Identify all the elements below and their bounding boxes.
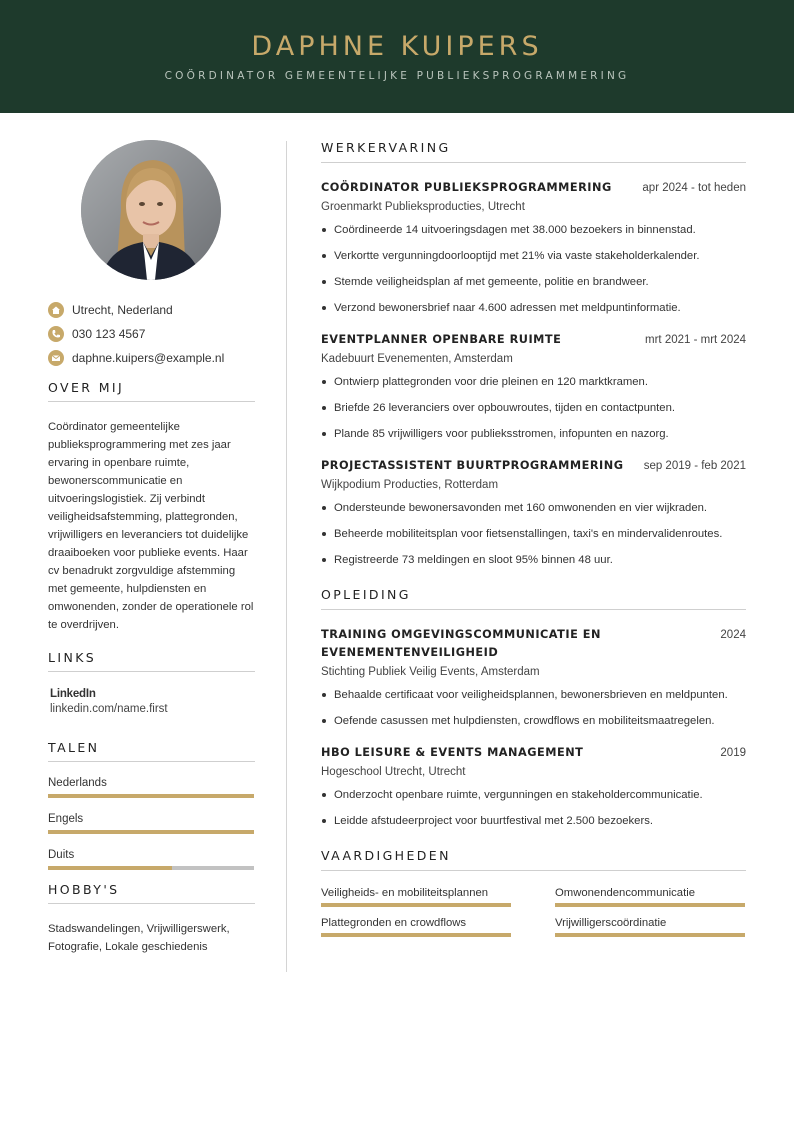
language-name: Engels <box>48 813 84 825</box>
job-entry <box>321 457 746 573</box>
column-divider <box>286 141 287 972</box>
bullet-item: Leidde afstudeerproject voor buurtfestival met 2.500 bezoekers. <box>321 808 746 834</box>
bullet-item: Plande 85 vrijwilligers voor publieksstromen, infopunten en nazorg. <box>321 421 746 447</box>
bullet-item: Stemde veiligheidsplan af met gemeente, politie en brandweer. <box>321 269 746 295</box>
education-entry <box>321 744 746 834</box>
home-icon <box>48 302 64 318</box>
bullet-item: Beheerde mobiliteitsplan voor fietsenstallingen, taxi's en mindervalidenroutes. <box>321 521 746 547</box>
profile-photo <box>81 140 221 280</box>
contact-email <box>48 346 255 370</box>
contact-location <box>48 298 255 322</box>
job-organization: Wijkpodium Producties, Rotterdam <box>321 479 499 491</box>
language-level-fill <box>48 830 254 834</box>
contact-phone-text: 030 123 4567 <box>72 327 146 341</box>
bullet-item: Ondersteunde bewonersavonden met 160 omwonenden en vier wijkraden. <box>321 495 746 521</box>
education-date: 2024 <box>720 629 746 641</box>
bullet-item: Registreerde 73 meldingen en sloot 95% binnen 48 uur. <box>321 547 746 573</box>
links-heading: LINKS <box>48 650 255 672</box>
skill-name: Vrijwilligerscoördinatie <box>555 917 667 929</box>
about-heading: OVER MIJ <box>48 380 255 402</box>
language-item <box>48 813 255 834</box>
skills-grid <box>321 887 746 937</box>
language-item <box>48 777 255 798</box>
hobbies-text: Stadswandelingen, Vrijwilligerswerk, Fotografie, Lokale geschiedenis <box>48 923 230 953</box>
experience-heading: WERKERVARING <box>321 140 746 163</box>
skill-item <box>321 887 511 907</box>
contact-phone <box>48 322 255 346</box>
job-date: apr 2024 - tot heden <box>642 182 746 194</box>
job-date: mrt 2021 - mrt 2024 <box>645 334 746 346</box>
job-entry <box>321 331 746 447</box>
language-name: Nederlands <box>48 777 107 789</box>
about-section <box>48 380 255 634</box>
education-entry <box>321 626 746 734</box>
mail-icon <box>48 350 64 366</box>
job-entry <box>321 179 746 321</box>
languages-heading: TALEN <box>48 740 255 762</box>
link-url-linkedin[interactable]: linkedin.com/name.first <box>50 703 168 715</box>
contact-email-text[interactable]: daphne.kuipers@example.nl <box>72 351 225 365</box>
language-level-bar <box>48 794 254 798</box>
language-name: Duits <box>48 849 75 861</box>
job-bullets <box>321 495 746 573</box>
job-bullets <box>321 217 746 321</box>
hobbies-heading: HOBBY'S <box>48 882 255 904</box>
skill-name: Omwonendencommunicatie <box>555 887 696 899</box>
job-organization: Groenmarkt Publieksproducties, Utrecht <box>321 201 525 213</box>
job-title: COÖRDINATOR PUBLIEKSPROGRAMMERING <box>321 181 612 194</box>
language-level-bar <box>48 866 254 870</box>
languages-section <box>48 740 255 870</box>
skill-item <box>555 887 745 907</box>
skill-name: Veiligheids- en mobiliteitsplannen <box>321 887 489 899</box>
skill-bar <box>321 933 511 937</box>
education-bullets <box>321 682 746 734</box>
education-date: 2019 <box>720 747 746 759</box>
link-label-linkedin: LinkedIn <box>50 688 96 700</box>
education-title: TRAINING OMGEVINGSCOMMUNICATIE EN EVENEMENTENVEILIGHEID <box>321 628 601 659</box>
skill-name: Plattegronden en crowdflows <box>321 917 467 929</box>
about-text: Coördinator gemeentelijke publieksprogrammering met zes jaar ervaring in openbare ruimte, bewonerscommunicatie en uitvoeringslogistiek. Zij verbindt veiligheidsafstemming, plattegronden, vrijwilligers en leveranciers tot duidelijke draaiboeken voor publieke events. Haar cv benadrukt zorgvuldige afstemming met gemeente, hulpdiensten en omwonenden, zonder de operationele rol te overdrijven. <box>48 421 254 631</box>
skill-bar <box>555 903 745 907</box>
main-content <box>321 140 746 937</box>
language-item <box>48 849 255 870</box>
job-date: sep 2019 - feb 2021 <box>643 460 746 472</box>
job-bullets <box>321 369 746 447</box>
education-heading: OPLEIDING <box>321 587 746 610</box>
job-subtitle: COÖRDINATOR GEMEENTELIJKE PUBLIEKSPROGRAMMERING <box>164 70 630 82</box>
bullet-item: Onderzocht openbare ruimte, vergunningen en stakeholdercommunicatie. <box>321 782 746 808</box>
skill-bar <box>555 933 745 937</box>
job-title: EVENTPLANNER OPENBARE RUIMTE <box>321 333 562 346</box>
skill-item <box>321 917 511 937</box>
skill-item <box>555 917 745 937</box>
education-institution: Hogeschool Utrecht, Utrecht <box>321 766 466 778</box>
contact-list <box>48 298 255 370</box>
language-level-fill <box>48 794 254 798</box>
bullet-item: Coördineerde 14 uitvoeringsdagen met 38.000 bezoekers in binnenstad. <box>321 217 746 243</box>
job-title: PROJECTASSISTENT BUURTPROGRAMMERING <box>321 459 624 472</box>
skill-bar <box>321 903 511 907</box>
bullet-item: Behaalde certificaat voor veiligheidsplannen, bewonersbrieven en meldpunten. <box>321 682 746 708</box>
bullet-item: Oefende casussen met hulpdiensten, crowdflows en mobiliteitsmaatregelen. <box>321 708 746 734</box>
phone-icon <box>48 326 64 342</box>
hobbies-section <box>48 882 255 956</box>
language-level-fill <box>48 866 172 870</box>
contact-location-text: Utrecht, Nederland <box>72 303 173 317</box>
language-level-bar <box>48 830 254 834</box>
bullet-item: Briefde 26 leveranciers over opbouwroutes, tijden en contactpunten. <box>321 395 746 421</box>
education-institution: Stichting Publiek Veilig Events, Amsterdam <box>321 666 540 678</box>
person-name: DAPHNE KUIPERS <box>251 31 543 62</box>
skills-heading: VAARDIGHEDEN <box>321 848 746 871</box>
bullet-item: Verzond bewonersbrief naar 4.600 adressen met meldpuntinformatie. <box>321 295 746 321</box>
job-organization: Kadebuurt Evenementen, Amsterdam <box>321 353 513 365</box>
education-title: HBO LEISURE & EVENTS MANAGEMENT <box>321 746 584 759</box>
bullet-item: Ontwierp plattegronden voor drie pleinen en 120 marktkramen. <box>321 369 746 395</box>
bullet-item: Verkortte vergunningdoorlooptijd met 21% via vaste stakeholderkalender. <box>321 243 746 269</box>
header-banner <box>0 0 794 113</box>
education-bullets <box>321 782 746 834</box>
links-section <box>48 650 255 715</box>
